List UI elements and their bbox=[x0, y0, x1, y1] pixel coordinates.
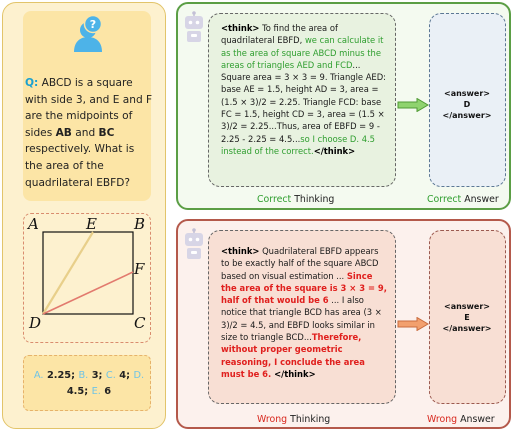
svg-text:?: ? bbox=[89, 18, 97, 31]
side-ab: AB bbox=[55, 126, 72, 139]
option-e: E. 6 bbox=[91, 386, 112, 397]
right-arrow-icon bbox=[397, 98, 429, 112]
geometry-figure bbox=[24, 214, 152, 344]
question-part-1: ABCD is a square with side 3, and E and F are the midpoints of sides bbox=[25, 77, 153, 139]
correct-panel bbox=[176, 2, 511, 210]
option-d: D. 4.5; bbox=[66, 370, 145, 397]
correct-thinking-highlight-1: we can calculate it as the area of square ABCD minus the areas of triangles AED and FCD bbox=[221, 35, 384, 70]
wrong-answer-value: E bbox=[464, 313, 470, 322]
label-b: B bbox=[134, 215, 146, 233]
label-c: C bbox=[134, 314, 146, 332]
wrong-thinking-highlight-1: Since the area of the square is 3 × 3 = 9, half of that would be 6 bbox=[221, 270, 387, 306]
label-e: E bbox=[86, 215, 97, 233]
wrong-panel bbox=[176, 219, 511, 429]
answer-close-tag: </answer> bbox=[442, 111, 492, 120]
robot-icon bbox=[183, 11, 205, 45]
correct-thinking-part-1: To find the area of quadrilateral EBFD, bbox=[221, 23, 338, 46]
option-c: C. 4; bbox=[105, 370, 131, 381]
wrong-answer-text bbox=[430, 301, 504, 334]
square-abcd bbox=[43, 232, 133, 314]
right-arrow-icon bbox=[397, 317, 429, 331]
question-label: Q: bbox=[25, 77, 39, 89]
think-close-tag: </think> bbox=[313, 145, 356, 156]
answer-close-tag: </answer> bbox=[442, 324, 492, 333]
question-box bbox=[23, 11, 151, 201]
correct-thinking-text bbox=[221, 22, 389, 157]
think-open-tag: <think> bbox=[221, 23, 260, 33]
wrong-thinking-text bbox=[221, 245, 389, 380]
question-part-3: respectively. What is the area of the quadrilateral EBFD? bbox=[25, 143, 135, 189]
correct-answer-caption: Correct Answer bbox=[427, 194, 499, 205]
label-f: F bbox=[134, 260, 145, 278]
think-open-tag: <think> bbox=[221, 246, 260, 256]
wrong-thinking-highlight-2: Therefore, without proper geometric reasoning, I conclude the area must be 6. bbox=[221, 332, 365, 379]
correct-answer-box bbox=[429, 13, 506, 187]
wrong-answer-box bbox=[429, 230, 506, 404]
think-close-tag: </think> bbox=[271, 368, 316, 379]
correct-answer-value: D bbox=[463, 100, 471, 109]
correct-thinking-highlight-2: so I choose D. 4.5 instead of the correct. bbox=[221, 133, 376, 156]
wrong-thinking-part-2: ... I also notice that triangle BCD has area (3 × 3)/2 = 4.5, and EBFD looks similar in size to triangle BCD... bbox=[221, 295, 382, 343]
wrong-answer-caption: Wrong Answer bbox=[427, 414, 495, 425]
robot-icon bbox=[183, 228, 205, 262]
options-list bbox=[30, 368, 148, 400]
geometry-figure-box bbox=[23, 213, 151, 343]
option-a: A. 2.25; bbox=[33, 370, 76, 381]
question-text bbox=[25, 75, 153, 191]
question-part-2: and bbox=[71, 126, 99, 139]
option-b: B. 3; bbox=[78, 370, 103, 381]
correct-thinking-caption: Correct Thinking bbox=[257, 194, 335, 205]
correct-thinking-box bbox=[208, 13, 396, 187]
wrong-thinking-caption: Wrong Thinking bbox=[257, 414, 331, 425]
side-bc: BC bbox=[98, 126, 115, 139]
question-panel bbox=[2, 2, 166, 429]
correct-thinking-part-2: ... Square area = 3 × 3 = 9. Triangle AED: base AE = 1.5, height AD = 3, area = (1.5 × 3)/2 = 2.25. Triangle FCD: base FC = 1.5, height CD = 3, area = (1.5 × 3)/2 = 2.25...Thus, area of EBFD = 9 - 2.25 - 2.25 = 4.5... bbox=[221, 59, 386, 144]
wrong-thinking-box bbox=[208, 230, 396, 404]
answer-open-tag: <answer> bbox=[443, 302, 491, 311]
options-box bbox=[23, 355, 151, 411]
wrong-thinking-part-1: Quadrilateral EBFD appears to be exactly half of the square ABCD based on visual estimation ... bbox=[221, 246, 379, 281]
label-d: D bbox=[29, 314, 42, 332]
correct-answer-text bbox=[430, 88, 504, 121]
answer-open-tag: <answer> bbox=[443, 89, 491, 98]
person-question-icon bbox=[71, 15, 105, 53]
label-a: A bbox=[28, 215, 39, 233]
